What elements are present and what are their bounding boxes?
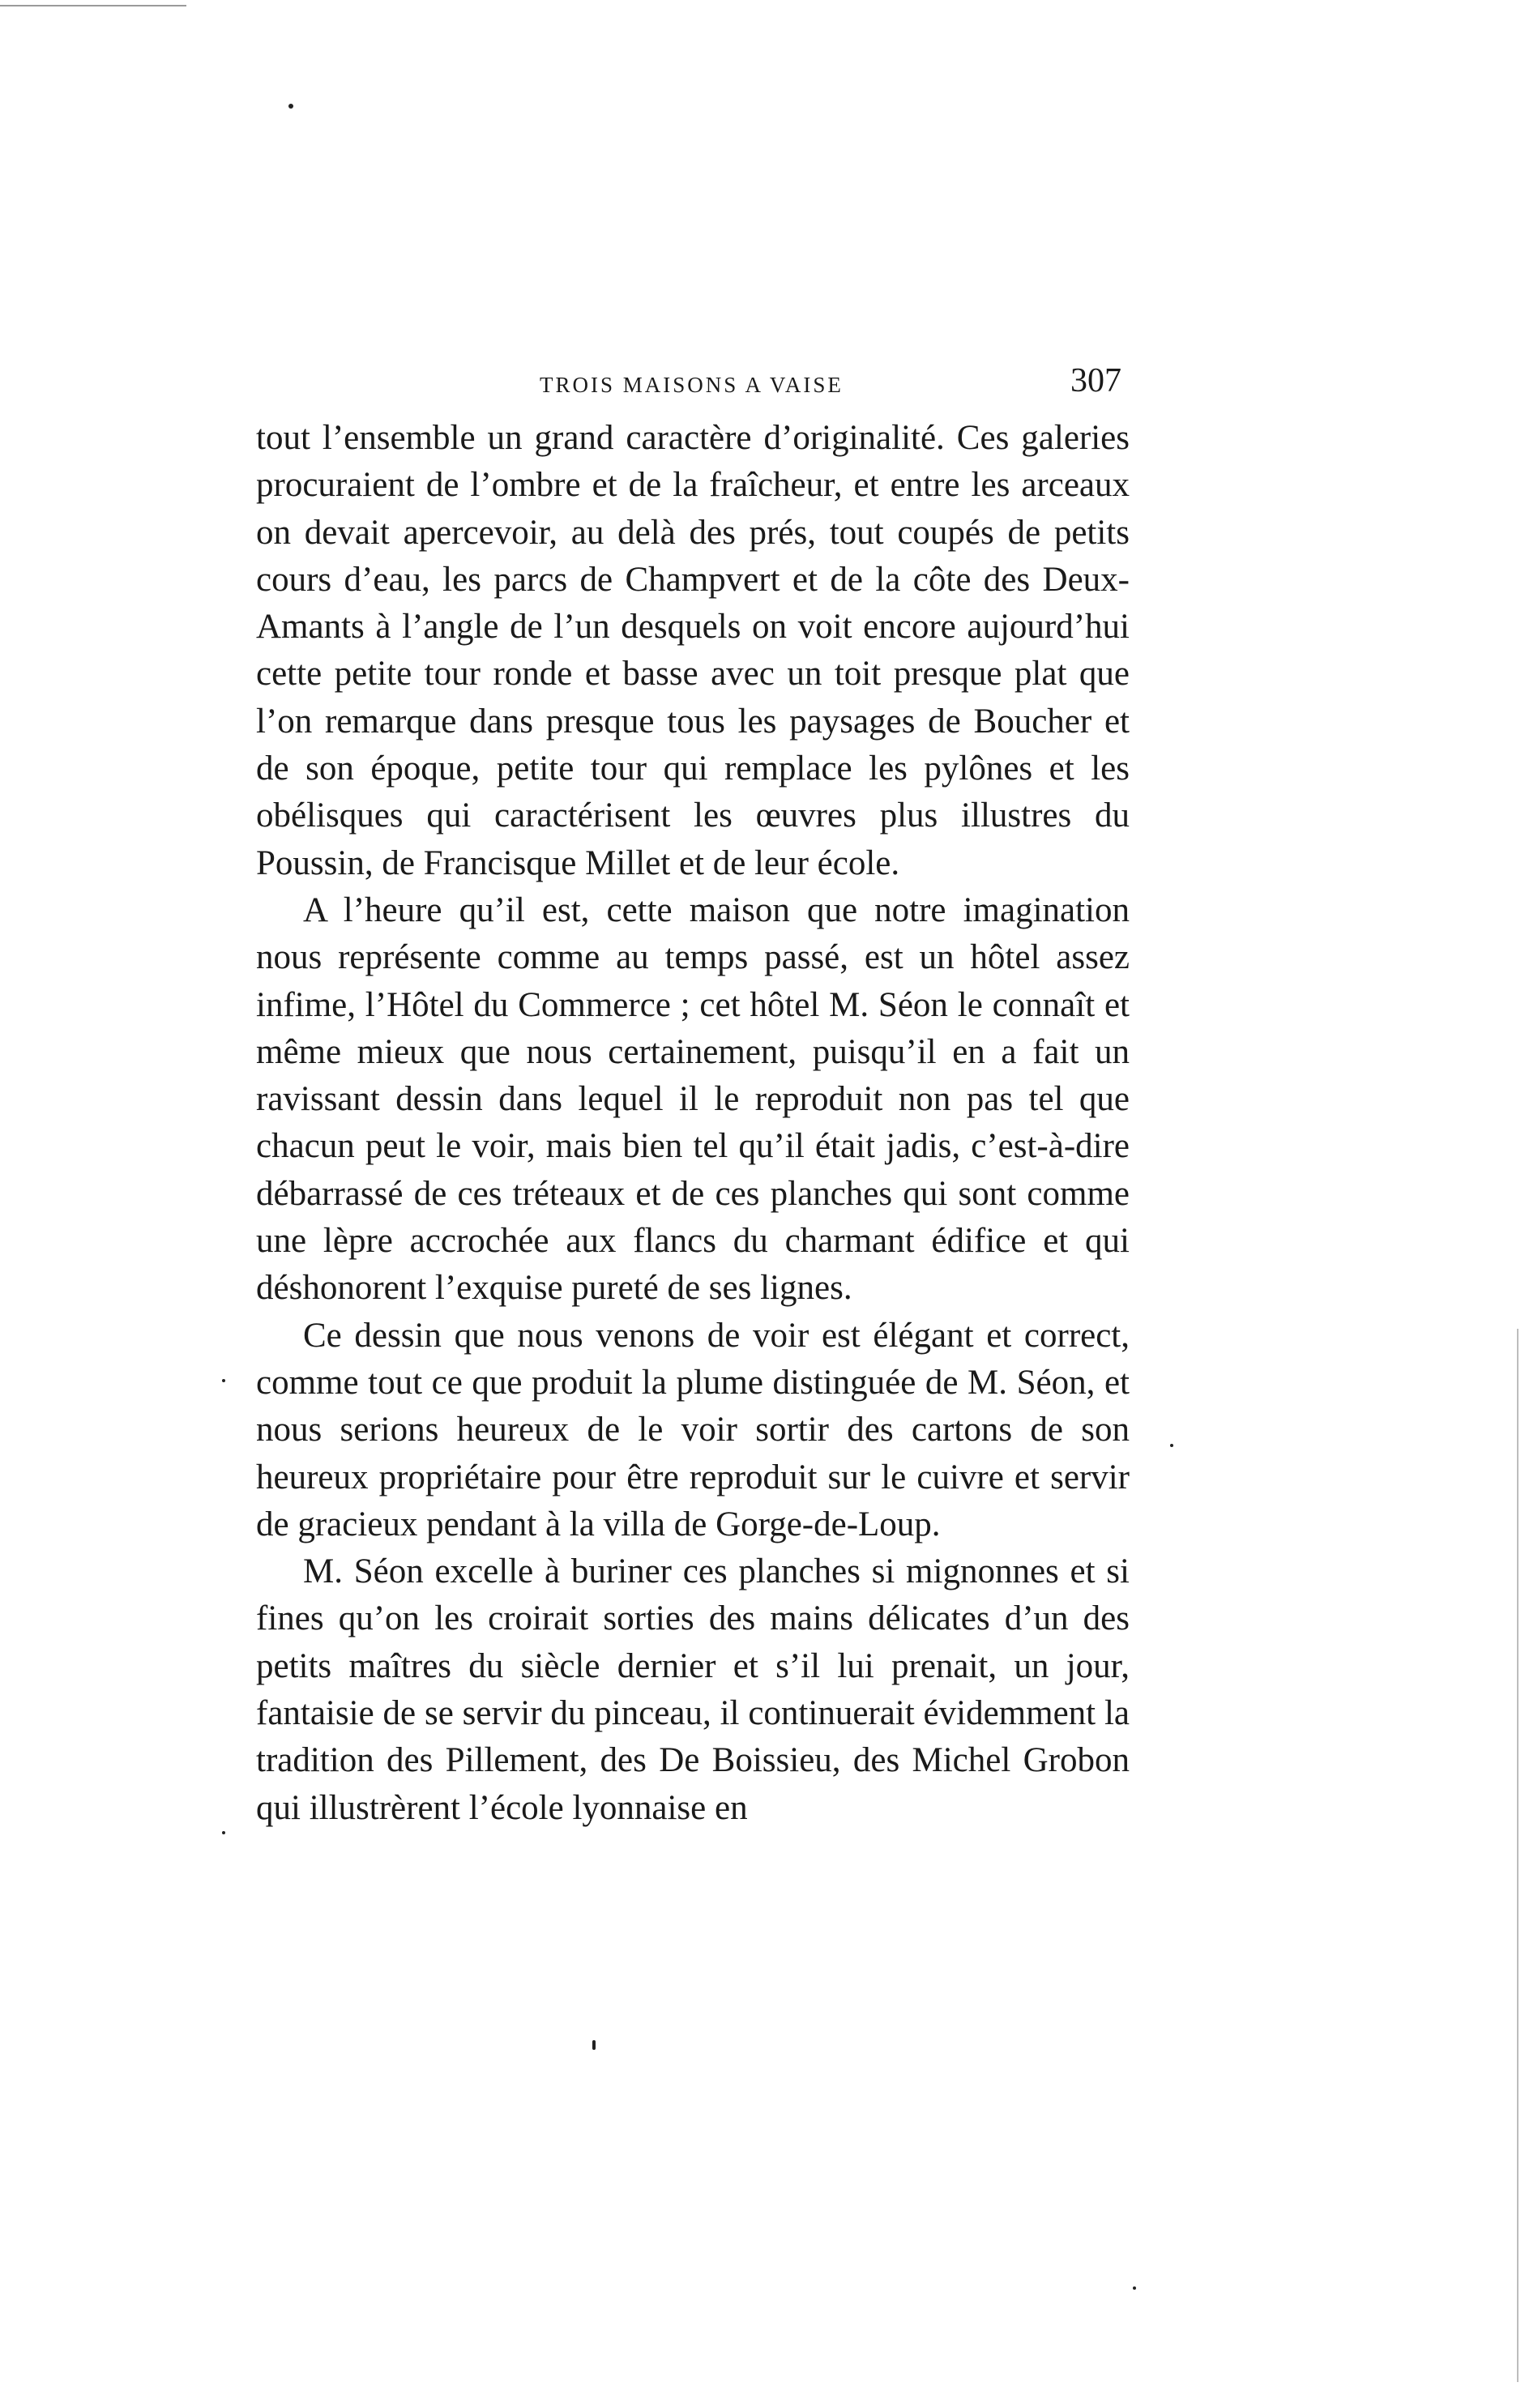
scan-speck [592, 2040, 596, 2050]
running-title: TROIS MAISONS A VAISE [540, 373, 844, 397]
scan-speck [222, 1831, 225, 1834]
paragraph-4: M. Séon excelle à buriner ces planches si mignonnes et si fines qu’on les croirait sorties des mains délicates d’un des petits maîtres du siècle dernier et s’il lui prenait, un jour, fantaisie de se servir du pinceau, il continuerait évidemment la tradition des Pillement, des De Boissieu, des Michel Grobon qui illustrèrent l’école lyonnaise en [256, 1552, 1130, 1827]
running-head [256, 357, 1131, 405]
body-text [256, 415, 1130, 1832]
scan-edge-line [1517, 1329, 1519, 2382]
scan-edge-rule [0, 5, 186, 6]
paragraph-2: A l’heure qu’il est, cette maison que notre imagination nous représente comme au temps passé, est un hôtel assez infime, l’Hôtel du Commerce ; cet hôtel M. Séon le connaît et même mieux que nous certainement, puisqu’il en a fait un ravissant dessin dans lequel il le reproduit non pas tel que chacun peut le voir, mais bien tel qu’il était jadis, c’est-à-dire débarrassé de ces tréteaux et de ces planches qui sont comme une lèpre accrochée aux flancs du charmant édifice et qui déshonorent l’exquise pureté de ses lignes. [256, 890, 1130, 1308]
scan-speck [1170, 1444, 1173, 1447]
paragraph-1: tout l’ensemble un grand caractère d’originalité. Ces galeries procuraient de l’ombre et de la fraîcheur, et entre les arceaux on devait apercevoir, au delà des prés, tout coupés de petits cours d’eau, les parcs de Champvert et de la côte des Deux-Amants à l’angle de l’un desquels on voit encore aujourd’hui cette petite tour ronde et basse avec un toit presque plat que l’on remarque dans presque tous les paysages de Boucher et de son époque, petite tour qui remplace les pylônes et les obélisques qui caractérisent les œuvres plus illustres du Poussin, de Francisque Millet et de leur école. [256, 419, 1130, 882]
scan-speck [222, 1379, 225, 1382]
paragraph-3: Ce dessin que nous venons de voir est élégant et correct, comme tout ce que produit la plume distinguée de M. Séon, et nous serions heureux de le voir sortir des cartons de son heureux propriétaire pour être reproduit sur le cuivre et servir de gracieux pendant à la villa de Gorge-de-Loup. [256, 1316, 1130, 1543]
scan-speck [1133, 2286, 1136, 2290]
page-number: 307 [1070, 362, 1121, 399]
scan-speck [288, 104, 293, 109]
